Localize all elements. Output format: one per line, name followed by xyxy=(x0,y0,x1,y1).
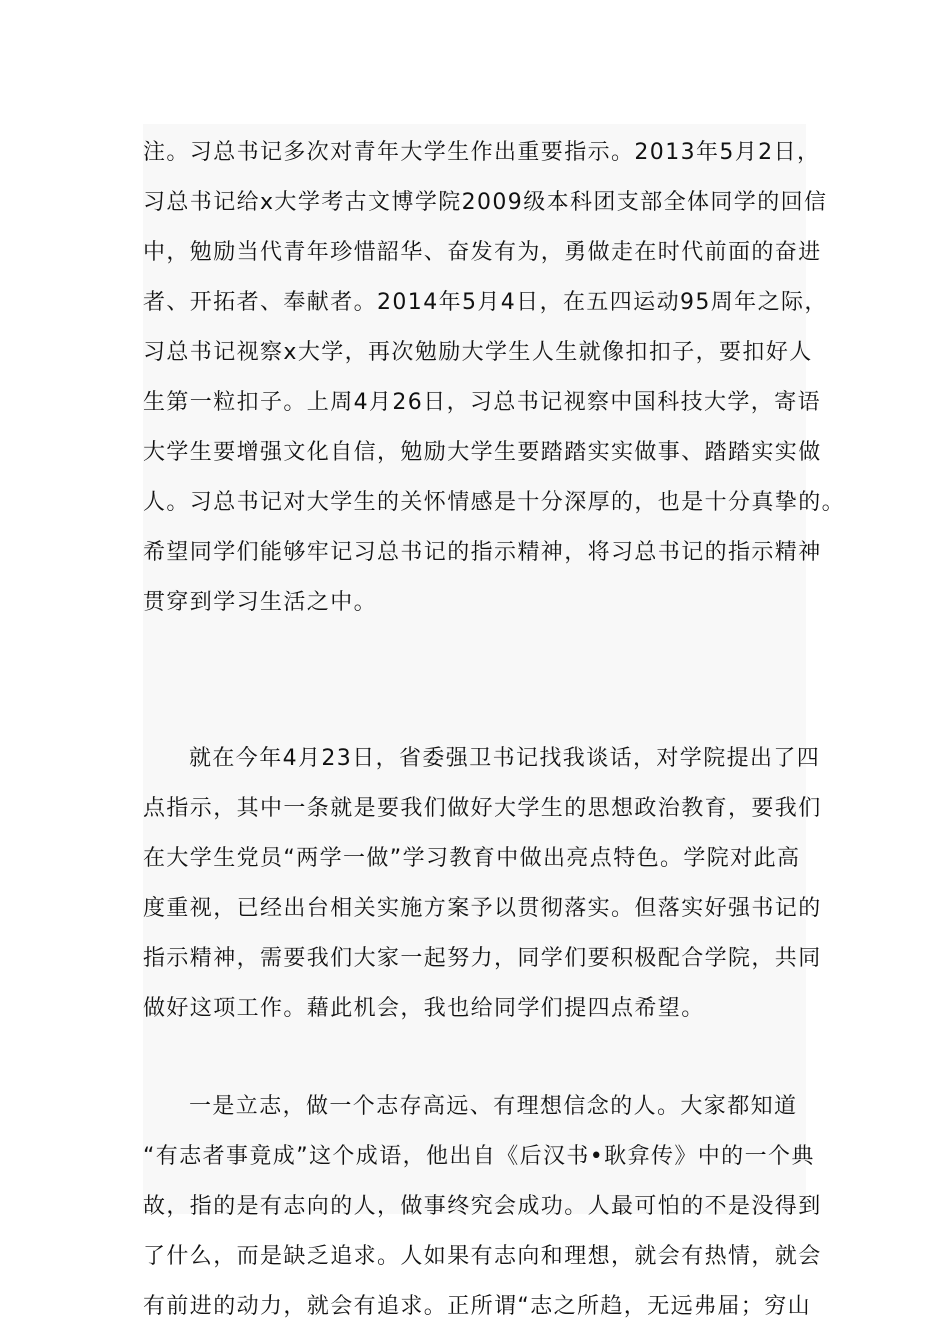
text-line: 中，勉励当代青年珍惜韶华、奋发有为，勇做走在时代前面的奋进 xyxy=(143,240,822,265)
text-line: 在大学生党员“两学一做”学习教育中做出亮点特色。学院对此高 xyxy=(143,846,801,871)
text-line: “有志者事竟成”这个成语，他出自《后汉书•耿弇传》中的一个典 xyxy=(143,1144,815,1169)
text-line: 贯穿到学习生活之中。 xyxy=(143,590,378,615)
paragraph xyxy=(143,128,846,628)
text-line: 点指示，其中一条就是要我们做好大学生的思想政治教育，要我们 xyxy=(143,796,822,821)
text-line: 做好这项工作。藉此机会，我也给同学们提四点希望。 xyxy=(143,996,705,1021)
text-line: 故，指的是有志向的人，做事终究会成功。人最可怕的不是没得到 xyxy=(143,1194,822,1219)
text-line: 习总书记视察x大学，再次勉励大学生人生就像扣扣子，要扣好人 xyxy=(143,340,813,365)
text-line: 习总书记给x大学考古文博学院2009级本科团支部全体同学的回信 xyxy=(143,190,828,215)
text-line: 指示精神，需要我们大家一起努力，同学们要积极配合学院，共同 xyxy=(143,946,822,971)
text-block xyxy=(143,124,846,1319)
text-line: 有前进的动力，就会有追求。正所谓“志之所趋，无远弗届；穷山 xyxy=(143,1294,811,1319)
text-line: 大学生要增强文化自信，勉励大学生要踏踏实实做事、踏踏实实做 xyxy=(143,440,822,465)
text-line: 度重视，已经出台相关实施方案予以贯彻落实。但落实好强书记的 xyxy=(143,896,822,921)
paragraph xyxy=(143,734,822,1034)
text-line: 注。习总书记多次对青年大学生作出重要指示。2013年5月2日， xyxy=(143,140,821,165)
text-line: 者、开拓者、奉献者。2014年5月4日，在五四运动95周年之际， xyxy=(143,290,828,315)
text-line: 生第一粒扣子。上周4月26日，习总书记视察中国科技大学，寄语 xyxy=(143,390,821,415)
text-line: 就在今年4月23日，省委强卫书记找我谈话，对学院提出了四 xyxy=(189,746,821,771)
paragraph xyxy=(143,1082,822,1332)
text-line: 一是立志，做一个志存高远、有理想信念的人。大家都知道 xyxy=(189,1094,798,1119)
text-line: 人。习总书记对大学生的关怀情感是十分深厚的，也是十分真挚的。 xyxy=(143,490,846,515)
text-line: 了什么，而是缺乏追求。人如果有志向和理想，就会有热情，就会 xyxy=(143,1244,822,1269)
text-line: 希望同学们能够牢记习总书记的指示精神，将习总书记的指示精神 xyxy=(143,540,822,565)
